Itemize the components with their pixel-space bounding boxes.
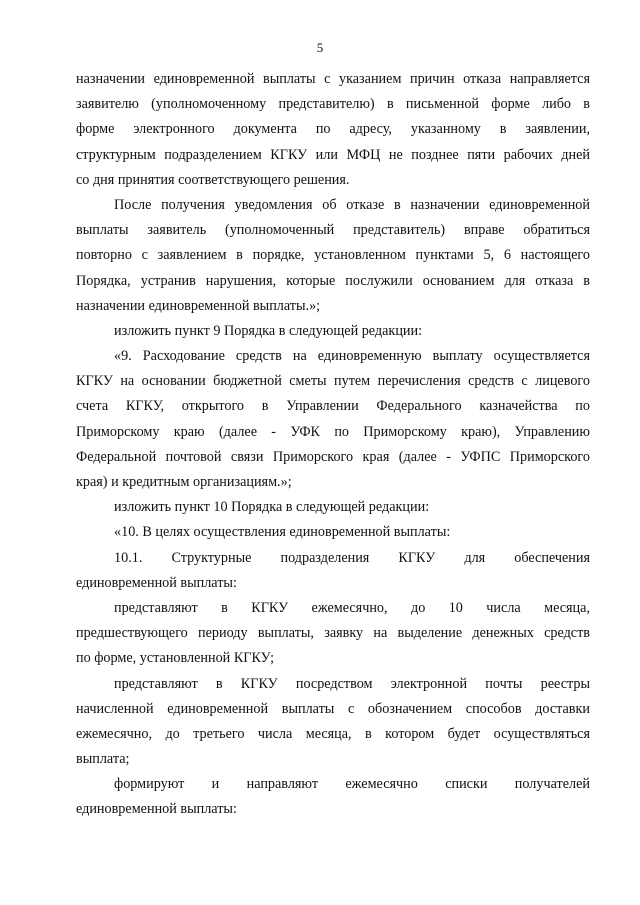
text-line: изложить пункт 9 Порядка в следующей редакции: [114, 322, 423, 339]
paragraph [76, 67, 590, 193]
text-line: предшествующего периоду выплаты, заявку на выделение денежных средств [76, 625, 590, 642]
text-line: «10. В целях осуществления единовременной выплаты: [114, 524, 451, 541]
text-line: края) и кредитным организациям.»; [76, 474, 292, 490]
text-line: структурным подразделением КГКУ или МФЦ не позднее пяти рабочих дней [76, 146, 590, 163]
page-number: 5 [316, 40, 324, 55]
text-line: выплаты заявитель (уполномоченный представитель) вправе обратиться [76, 222, 590, 239]
text-line: Приморскому краю (далее - УФК по Приморскому краю), Управлению [76, 423, 590, 440]
paragraph [76, 672, 590, 773]
paragraph [76, 495, 590, 520]
text-line: Порядка, устранив нарушения, которые послужили основанием для отказа в [76, 272, 590, 289]
text-line: повторно с заявлением в порядке, установленном пунктами 5, 6 настоящего [76, 247, 590, 264]
text-line: 10.1. Структурные подразделения КГКУ для обеспечения [114, 549, 590, 566]
paragraph [76, 193, 590, 319]
text-line: со дня принятия соответствующего решения. [76, 171, 350, 188]
text-line: выплата; [76, 751, 130, 768]
text-line: форме электронного документа по адресу, указанному в заявлении, [76, 121, 590, 138]
paragraph [76, 546, 590, 596]
text-line: Федеральной почтовой связи Приморского края (далее - УФПС Приморского [76, 448, 590, 465]
paragraph [76, 520, 590, 545]
document-body [76, 67, 590, 823]
text-line: ежемесячно, до третьего числа месяца, в котором будет осуществляться [76, 725, 590, 742]
text-line: «9. Расходование средств на единовременную выплату осуществляется [114, 348, 590, 365]
paragraph [76, 772, 590, 822]
text-line: единовременной выплаты: [76, 574, 237, 591]
text-line: представляют в КГКУ ежемесячно, до 10 числа месяца, [114, 599, 590, 616]
text-line: представляют в КГКУ посредством электронной почты реестры [114, 675, 590, 692]
paragraph [76, 319, 590, 344]
text-line: изложить пункт 10 Порядка в следующей редакции: [114, 499, 430, 516]
text-line: назначении единовременной выплаты с указанием причин отказа направляется [76, 71, 590, 87]
text-line: назначении единовременной выплаты.»; [76, 297, 321, 314]
text-line: заявителю (уполномоченному представителю) в письменной форме либо в [76, 96, 590, 113]
paragraph [76, 596, 590, 672]
paragraph [76, 344, 590, 495]
text-line: формируют и направляют ежемесячно списки получателей [114, 776, 590, 793]
text-line: счета КГКУ, открытого в Управлении Федерального казначейства по [76, 398, 590, 415]
text-line: единовременной выплаты: [76, 801, 237, 818]
text-line: по форме, установленной КГКУ; [76, 650, 275, 667]
text-line: начисленной единовременной выплаты с обозначением способов доставки [76, 700, 590, 717]
text-line: После получения уведомления об отказе в назначении единовременной [114, 196, 590, 213]
text-line: КГКУ на основании бюджетной сметы путем перечисления средств с лицевого [76, 373, 590, 390]
